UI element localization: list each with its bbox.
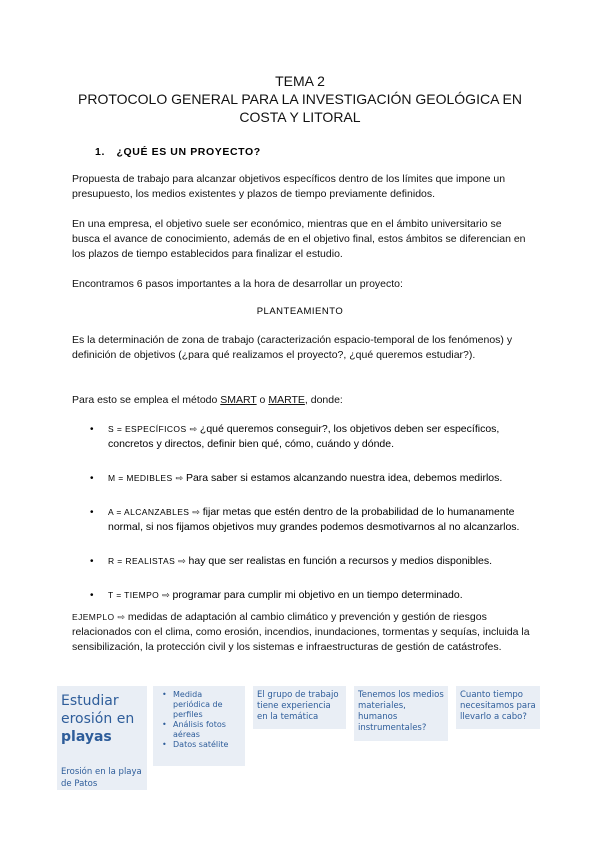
list-item (90, 588, 530, 603)
title-line-3: COSTA Y LITORAL (239, 109, 361, 125)
measurable-item-text: Medida periódica de perfiles (173, 690, 223, 719)
bullet-icon: • (90, 473, 94, 484)
paragraph-example (72, 610, 532, 655)
smart-term: SMART (220, 394, 257, 406)
bullet-icon: • (90, 590, 94, 601)
section-title: ¿QUÉ ES UN PROYECTO? (116, 146, 261, 158)
example-text: medidas de adaptación al cambio climático y prevención y gestión de riesgos relacionados con el clima, como erosión, incendios, inundaciones, tormentas y sequías, incluida la sensibilización, la protección civil y los sistemas e infraestructuras de gestión de catástrofes. (72, 611, 530, 653)
criterion-key: R = REALISTAS (108, 556, 176, 566)
list-item (90, 422, 530, 452)
diagram-box-measurable (153, 686, 245, 766)
realistic-text: Tenemos los medios materiales, humanos instrumentales? (358, 690, 444, 733)
list-item (159, 720, 241, 740)
method-or: o (256, 394, 269, 406)
example-label: EJEMPLO (72, 612, 115, 622)
bullet-icon: • (162, 690, 167, 699)
list-item (159, 690, 241, 720)
bullet-icon: • (90, 424, 94, 435)
paragraph-steps: Encontramos 6 pasos importantes a la hora de desarrollar un proyecto: (72, 278, 403, 290)
arrow-icon: ⇨ (162, 590, 170, 600)
arrow-icon: ⇨ (178, 556, 186, 566)
list-item (159, 740, 241, 750)
document-title (60, 72, 540, 126)
objective-subtitle: Erosión en la playa de Patos (61, 767, 142, 789)
arrow-icon: ⇨ (117, 612, 125, 622)
measurable-list (153, 686, 245, 750)
smart-criteria-list (90, 414, 530, 603)
criterion-key: A = ALCANZABLES (108, 507, 190, 517)
paragraph-planteamiento: Es la determinación de zona de trabajo (caracterización espacio-temporal de los fenómenos) y definición de objetivos (¿para qué realizamos el proyecto?, ¿qué queremos estudiar?). (72, 334, 513, 361)
section-heading (95, 146, 261, 158)
measurable-item-text: Datos satélite (173, 740, 229, 749)
objective-line-3: playas (61, 729, 112, 745)
paragraph-definition: Propuesta de trabajo para alcanzar objetivos específicos dentro de los límites que impone un presupuesto, los medios existentes y plazos de tiempo previamente definidos. (72, 173, 506, 200)
paragraph-context: En una empresa, el objetivo suele ser económico, mientras que en el ámbito universitario se busca el avance de conocimiento, además de en el objetivo final, estos ámbitos se diferencian en los plazos de tiempo establecidos para finalizar el estudio. (72, 218, 526, 260)
measurable-item-text: Análisis fotos aéreas (173, 720, 226, 739)
criterion-text: fijar metas que estén dentro de la probabilidad de lo humanamente normal, si nos fijamos objetivos muy grandes podemos desmotivarnos al no alcanzarlos. (108, 506, 520, 533)
diagram-box-objective (57, 686, 147, 790)
arrow-icon: ⇨ (189, 424, 197, 434)
objective-line-1: Estudiar (61, 693, 119, 709)
achievable-text: El grupo de trabajo tiene experiencia en la temática (257, 690, 339, 722)
criterion-text: programar para cumplir mi objetivo en un tiempo determinado. (169, 589, 463, 601)
criterion-text: hay que ser realistas en función a recursos y medios disponibles. (185, 555, 493, 567)
diagram-box-realistic (354, 686, 448, 741)
criterion-key: T = TIEMPO (108, 590, 160, 600)
section-number: 1. (95, 146, 105, 158)
title-line-1: TEMA 2 (275, 73, 325, 89)
list-item (90, 554, 530, 569)
bullet-icon: • (90, 507, 94, 518)
arrow-icon: ⇨ (192, 507, 200, 517)
diagram-box-achievable (253, 686, 346, 729)
criterion-key: M = MEDIBLES (108, 473, 173, 483)
method-intro: Para esto se emplea el método (72, 394, 221, 406)
arrow-icon: ⇨ (175, 473, 184, 483)
diagram-box-time (456, 686, 540, 729)
planteamiento-label: PLANTEAMIENTO (256, 306, 344, 317)
title-line-2: PROTOCOLO GENERAL PARA LA INVESTIGACIÓN GEOLÓGICA EN (78, 91, 522, 107)
criterion-text: ¿qué queremos conseguir?, los objetivos deben ser específicos, concretos y directos, definir bien qué, cómo, cuándo y dónde. (108, 423, 500, 450)
marte-term: MARTE (268, 394, 305, 406)
criterion-text: Para saber si estamos alcanzando nuestra idea, debemos medirlos. (183, 472, 503, 484)
criterion-key: S = ESPECÍFICOS (108, 424, 187, 434)
list-item (90, 471, 530, 486)
bullet-icon: • (90, 556, 94, 567)
paragraph-method (72, 393, 532, 408)
objective-line-2: erosión en (61, 711, 135, 727)
list-item (90, 505, 530, 535)
bullet-icon: • (162, 740, 167, 749)
time-text: Cuanto tiempo necesitamos para llevarlo a cabo? (460, 690, 536, 722)
bullet-icon: • (162, 720, 167, 729)
method-end: , donde: (304, 394, 343, 406)
objective-title (61, 692, 134, 746)
